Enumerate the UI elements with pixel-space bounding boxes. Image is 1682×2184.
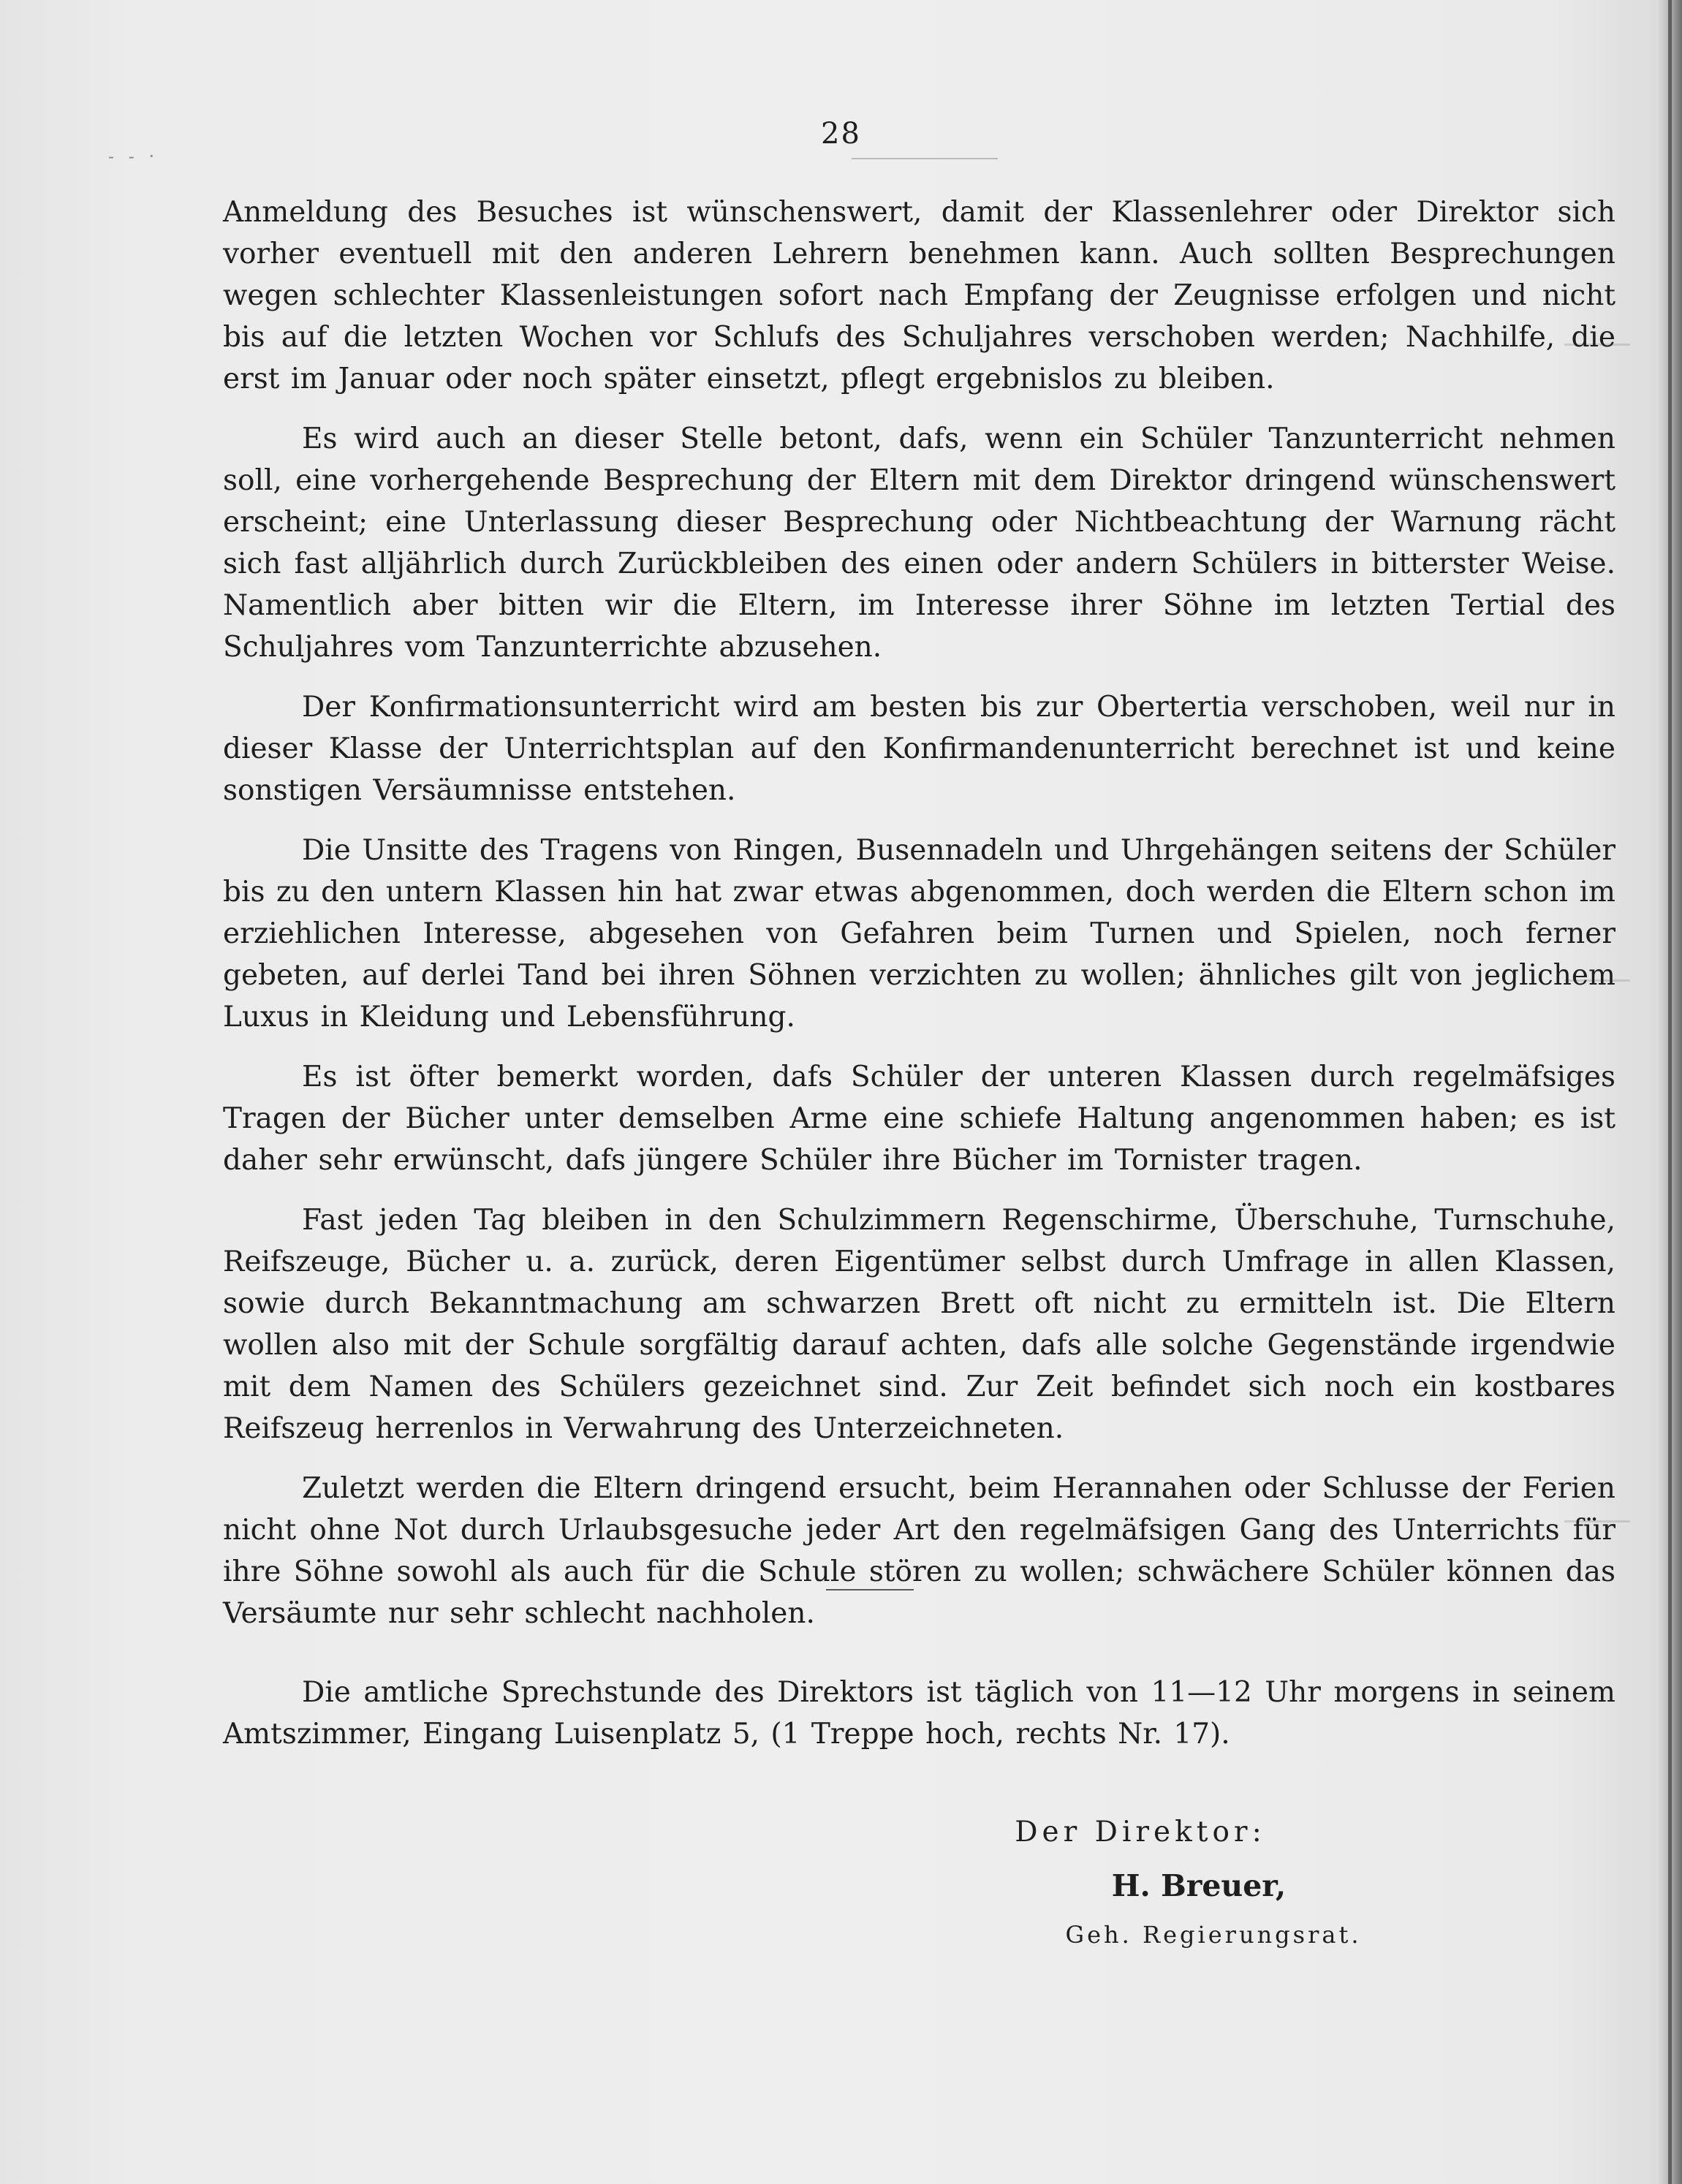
- page-edge-line: [1668, 0, 1672, 2184]
- page-number-rule: [852, 158, 998, 159]
- paragraph-carrying-books: Es ist öfter bemerkt worden, dafs Schüler der unteren Klassen durch regelmäfsiges Tragen der Bücher unter demselben Arme eine schiefe Haltung angenommen haben; es ist daher sehr erwünscht, dafs jüngere Schüler ihre Bücher im Tornister tragen.: [223, 1061, 1615, 1177]
- office-hours-notice: Die amtliche Sprechstunde des Direktors ist täglich von 11—12 Uhr morgens in seinem Amtszimmer, Eingang Luisenplatz 5, (1 Treppe hoch, rechts Nr. 17).: [223, 1676, 1615, 1751]
- paragraph-jewelry: Die Unsitte des Tragens von Ringen, Busennadeln und Uhrgehängen seitens der Schüler bis zu den untern Klassen hin hat zwar etwas abgenommen, doch werden die Eltern schon im erziehlichen Interesse, abgesehen von Gefahren beim Turnen und Spielen, noch ferner gebeten, auf derlei Tand bei ihren Söhnen verzichten zu wollen; ähnliches gilt von jeglichem Luxus in Kleidung und Lebensführung.: [223, 834, 1615, 1034]
- paragraph-holiday-leave: Zuletzt werden die Eltern dringend ersucht, beim Herannahen oder Schlusse der Ferien nicht ohne Not durch Urlaubsgesuche jeder Art den regelmäfsigen Gang des Unterrichts für ihre Söhne sowohl als auch für die Schule stören zu wollen; schwächere Schüler können das Versäumte nur sehr schlecht nachholen.: [223, 1472, 1615, 1630]
- body-text: [223, 192, 1615, 1653]
- signature-title: Der Direktor:: [1015, 1816, 1266, 1849]
- paragraph-lost-items: Fast jeden Tag bleiben in den Schulzimmern Regenschirme, Überschuhe, Turnschuhe, Reifszeuge, Bücher u. a. zurück, deren Eigentümer selbst durch Umfrage in allen Klassen, sowie durch Bekanntmachung am schwarzen Brett oft nicht zu ermitteln ist. Die Eltern wollen also mit der Schule sorgfältig darauf achten, dafs alle solche Gegenstände irgendwie mit dem Namen des Schülers gezeichnet sind. Zur Zeit befindet sich noch ein kostbares Reifszeug herrenlos in Verwahrung des Unterzeichneten.: [223, 1204, 1615, 1445]
- paragraph-confirmation: Der Konfirmationsunterricht wird am besten bis zur Obertertia verschoben, weil nur in dieser Klasse der Unterrichtsplan auf den Konfirmandenunterricht berechnet ist und keine sonstigen Versäumnisse entstehen.: [223, 691, 1615, 807]
- corner-smudge-marks: - - ·: [108, 146, 159, 167]
- section-separator: [826, 1589, 914, 1590]
- paragraph-dance-lessons: Es wird auch an dieser Stelle betont, dafs, wenn ein Schüler Tanzunterricht nehmen soll, eine vorhergehende Besprechung der Eltern mit dem Direktor dringend wünschenswert erscheint; eine Unterlassung dieser Besprechung oder Nichtbeachtung der Warnung rächt sich fast alljährlich durch Zurückbleiben des einen oder andern Schülers in bitterster Weise. Namentlich aber bitten wir die Eltern, im Interesse ihrer Söhne im letzten Tertial des Schuljahres vom Tanzunterrichte abzusehen.: [223, 422, 1615, 664]
- signature-name: H. Breuer,: [1111, 1868, 1287, 1903]
- signature-rank: Geh. Regierungsrat.: [1065, 1921, 1362, 1949]
- page-number: 28: [821, 117, 861, 151]
- paragraph-visit-registration: Anmeldung des Besuches ist wünschenswert, damit der Klassenlehrer oder Direktor sich vorher eventuell mit den anderen Lehrern benehmen kann. Auch sollten Besprechungen wegen schlechter Klassenleistungen sofort nach Empfang der Zeugnisse erfolgen und nicht bis auf die letzten Wochen vor Schlufs des Schuljahres verschoben werden; Nachhilfe, die erst im Januar oder noch später einsetzt, pflegt ergebnislos zu bleiben.: [223, 196, 1615, 395]
